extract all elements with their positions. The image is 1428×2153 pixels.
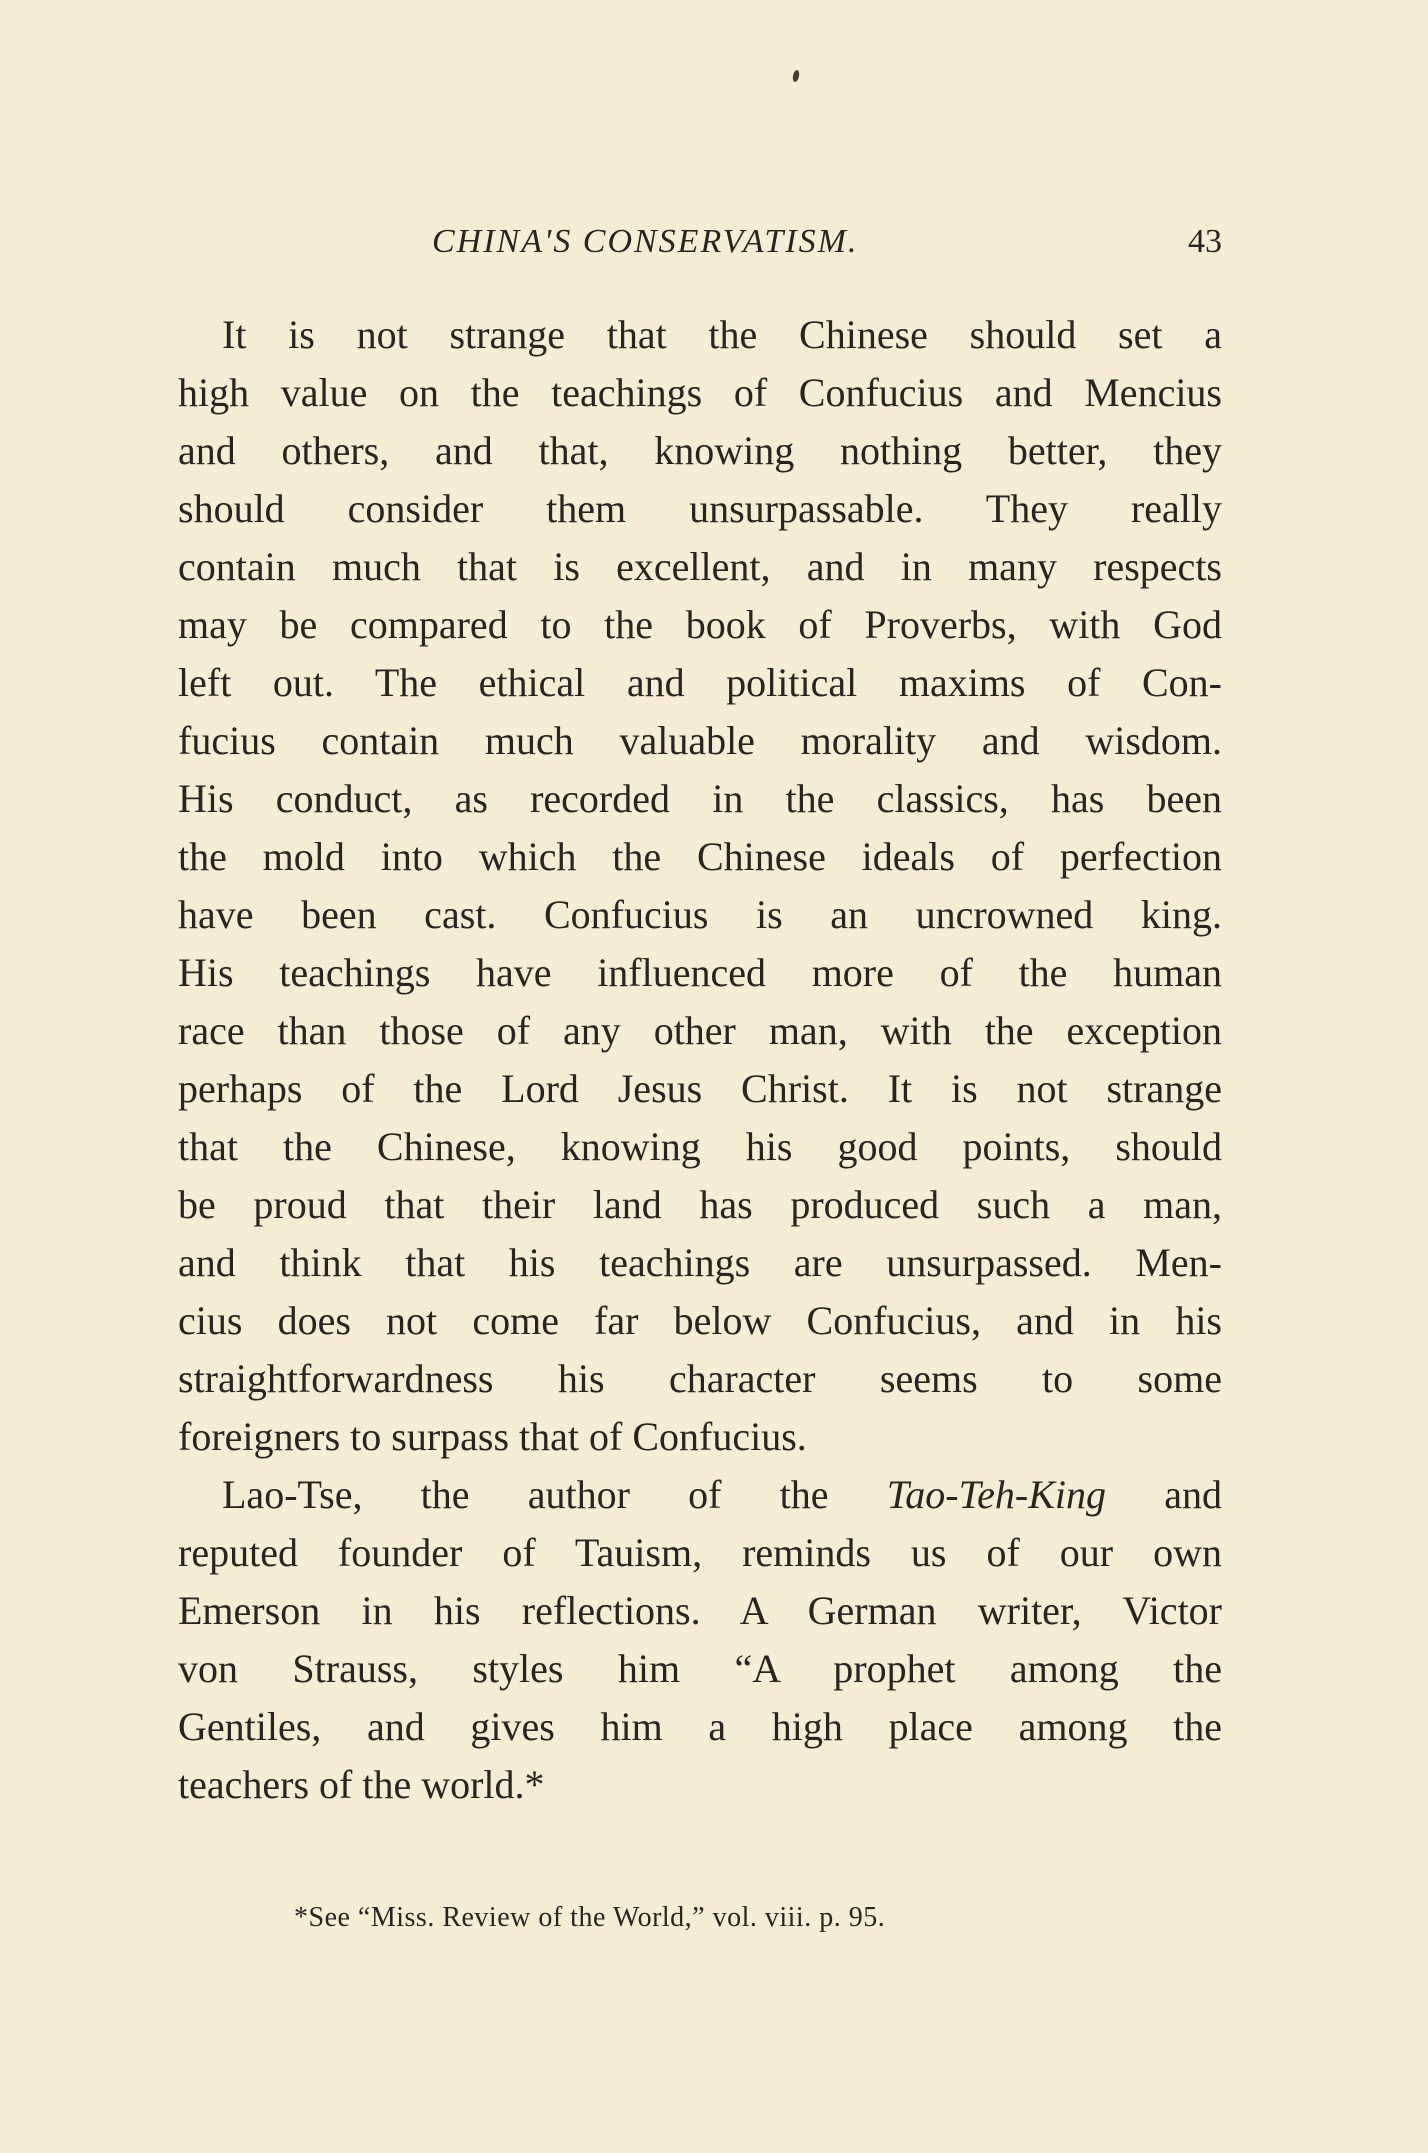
- text-line: be proud that their land has produced such a man,: [178, 1182, 1222, 1227]
- book-title: Tao-Teh-King: [886, 1472, 1107, 1517]
- text-run: Lao-Tse, the author of the: [222, 1472, 887, 1517]
- text-line: teachers of the world.*: [178, 1762, 545, 1807]
- ink-speck: [792, 70, 800, 83]
- text-line: and think that his teachings are unsurpassed. Men-: [178, 1240, 1222, 1285]
- text-line: perhaps of the Lord Jesus Christ. It is not strange: [178, 1066, 1222, 1111]
- text-line: [178, 1466, 1222, 1524]
- text-line: have been cast. Confucius is an uncrowned king.: [178, 892, 1222, 937]
- text-line: and others, and that, knowing nothing better, they: [178, 428, 1222, 473]
- text-line: contain much that is excellent, and in many respects: [178, 544, 1222, 589]
- text-line: the mold into which the Chinese ideals of perfection: [178, 834, 1222, 879]
- text-line: cius does not come far below Confucius, and in his: [178, 1298, 1222, 1343]
- text-line: left out. The ethical and political maxims of Con-: [178, 660, 1222, 705]
- page-number: 43: [1188, 223, 1222, 260]
- page-header: [178, 223, 1222, 273]
- paragraph-1: [178, 306, 1222, 1466]
- paragraph-2: [178, 1466, 1222, 1814]
- text-line: Gentiles, and gives him a high place among the: [178, 1704, 1222, 1749]
- text-line: von Strauss, styles him “A prophet among the: [178, 1646, 1222, 1691]
- text-line: high value on the teachings of Confucius and Mencius: [178, 370, 1222, 415]
- text-line: foreigners to surpass that of Confucius.: [178, 1414, 807, 1459]
- text-line: Emerson in his reflections. A German writer, Victor: [178, 1588, 1222, 1633]
- footnote: *See “Miss. Review of the World,” vol. viii. p. 95.: [294, 1902, 886, 1933]
- text-run: and: [1106, 1472, 1222, 1517]
- text-line: should consider them unsurpassable. They really: [178, 486, 1222, 531]
- running-title: CHINA'S CONSERVATISM.: [432, 223, 859, 260]
- text-line: fucius contain much valuable morality and wisdom.: [178, 718, 1222, 763]
- text-line: His teachings have influenced more of the human: [178, 950, 1222, 995]
- text-line: reputed founder of Tauism, reminds us of our own: [178, 1530, 1222, 1575]
- text-line: race than those of any other man, with the exception: [178, 1008, 1222, 1053]
- text-line: His conduct, as recorded in the classics, has been: [178, 776, 1222, 821]
- text-line: may be compared to the book of Proverbs, with God: [178, 602, 1222, 647]
- body-text: [178, 306, 1222, 1814]
- text-line: It is not strange that the Chinese should set a: [222, 312, 1222, 357]
- text-line: straightforwardness his character seems to some: [178, 1356, 1222, 1401]
- text-line: that the Chinese, knowing his good points, should: [178, 1124, 1222, 1169]
